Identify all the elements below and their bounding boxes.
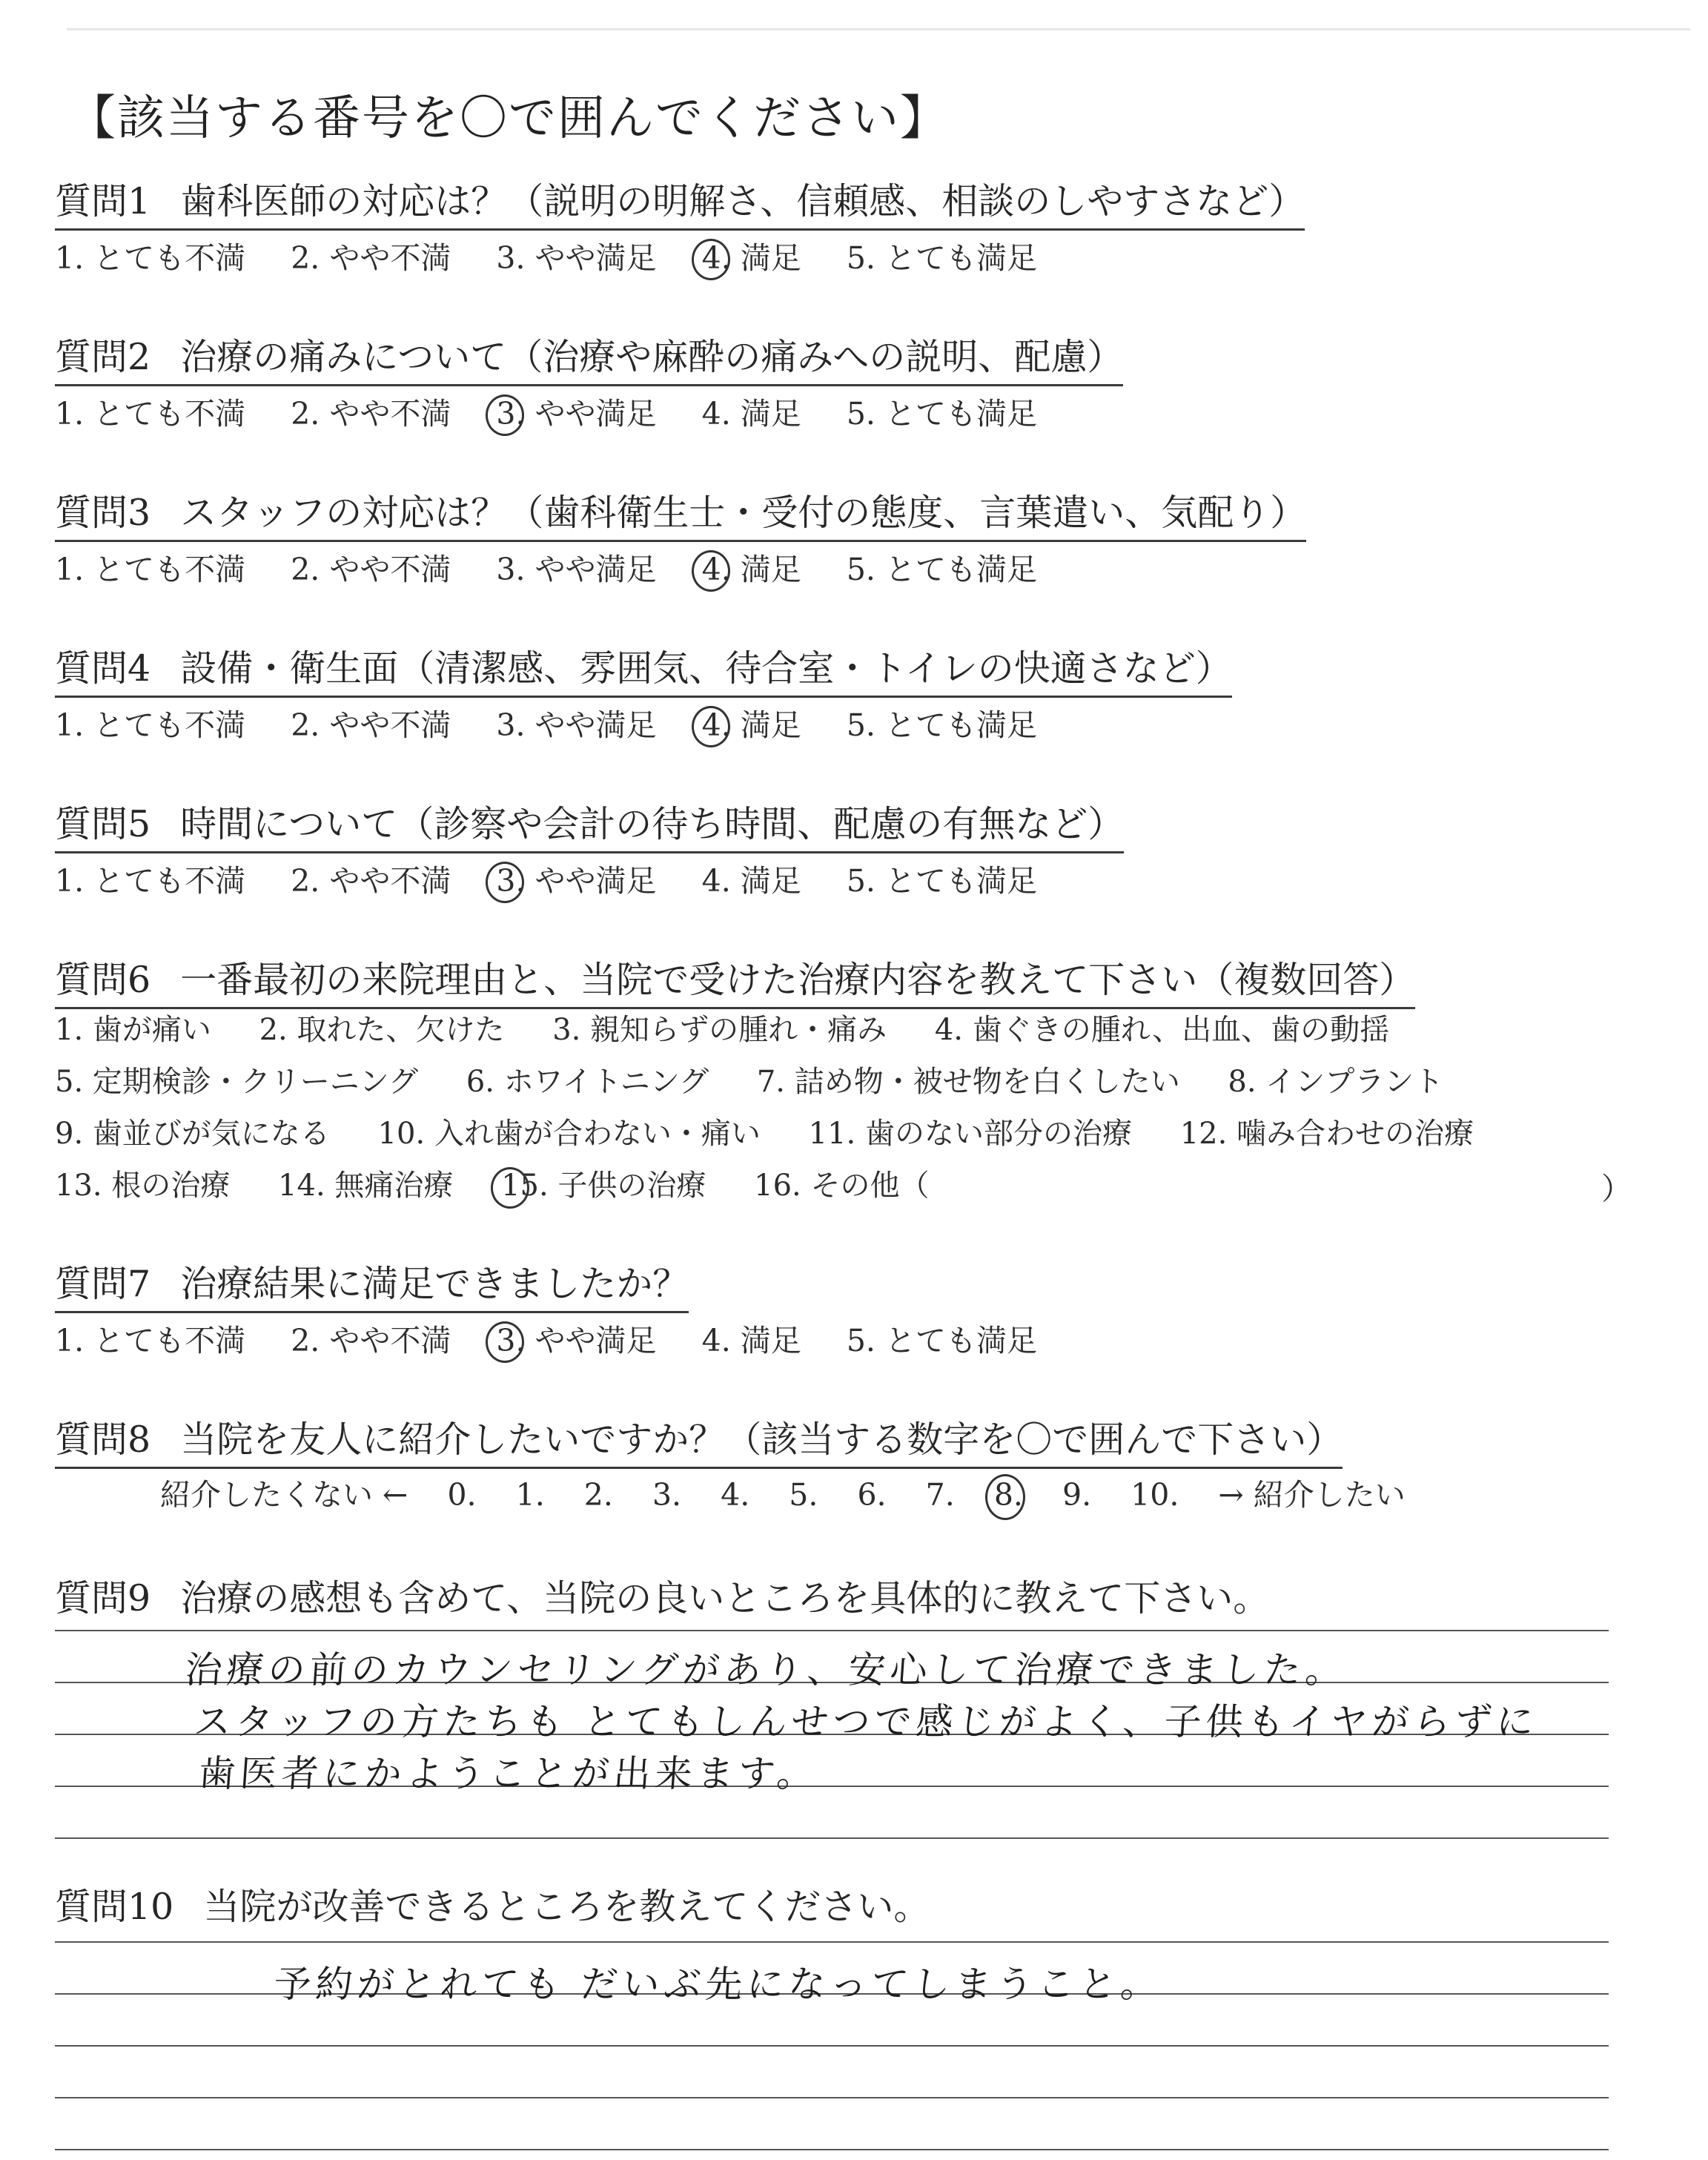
scale-4[interactable]: 4. [721,1477,750,1513]
scale-0[interactable]: 0. [447,1477,477,1513]
option-3-circled[interactable]: 3. やや満足 [496,860,656,902]
option-4[interactable]: 4. 満足 [701,1323,801,1358]
answer-line [55,1837,1609,1839]
option-5[interactable]: 5. とても満足 [846,552,1037,587]
reason-option[interactable]: 13. 根の治療 [55,1169,231,1203]
handwritten-answer-line: スタッフの方たちも とてもしんせつで感じがよく、子供もイヤがらずに [192,1700,1540,1743]
reason-option[interactable]: 7. 詰め物・被せ物を白くしたい [756,1065,1180,1099]
question-3-heading [55,489,1306,542]
reason-option[interactable]: 2. 取れた、欠けた [259,1013,505,1047]
option-1[interactable]: 1. とても不満 [55,552,246,587]
question-9-heading [55,1575,1269,1625]
question-number: 質問5 [55,803,151,845]
question-number: 質問10 [55,1886,174,1928]
question-10-heading [55,1883,930,1934]
answer-line [55,2045,1609,2047]
option-2[interactable]: 2. やや不満 [291,240,451,276]
question-5-options [55,860,1073,902]
option-1[interactable]: 1. とても不満 [55,240,246,276]
option-1[interactable]: 1. とても不満 [55,396,246,432]
question-7-options [55,1320,1073,1361]
question-6-heading [55,957,1415,1009]
option-2[interactable]: 2. やや不満 [291,396,451,432]
other-closing-paren: ） [1601,1171,1632,1206]
reason-option[interactable]: 11. 歯のない部分の治療 [808,1117,1132,1151]
reason-option[interactable]: 14. 無痛治療 [278,1169,454,1203]
reason-option[interactable]: 9. 歯並びが気になる [55,1117,330,1151]
reason-option[interactable]: 3. 親知らずの腫れ・痛み [552,1013,887,1047]
option-1[interactable]: 1. とても不満 [55,707,246,743]
reason-option-other[interactable]: 16. その他（ [754,1169,930,1203]
question-8-scale [160,1474,1435,1516]
scale-5[interactable]: 5. [789,1477,818,1513]
answer-line [55,1941,1609,1943]
question-number: 質問1 [55,180,151,222]
question-text: 設備・衛生面（清潔感、雰囲気、待合室・トイレの快適さなど） [180,647,1232,690]
reason-option[interactable]: 10. 入れ歯が合わない・痛い [377,1117,761,1151]
handwritten-answer-line: 治療の前のカウンセリングがあり、安心して治療できました。 [183,1648,1348,1691]
scale-8-circled[interactable]: 8. [994,1474,1023,1516]
question-text: 当院を友人に紹介したいですか？（該当する数字を〇で囲んで下さい） [180,1418,1343,1461]
question-6-row-2 [55,1062,1482,1102]
question-number: 質問4 [55,647,151,690]
top-edge-line [67,28,1690,30]
handwritten-answer-line: 歯医者にかようことが出来ます。 [196,1752,820,1795]
scale-1[interactable]: 1. [515,1477,545,1513]
page-title: 【該当する番号を〇で囲んでください】 [68,91,949,146]
answer-line [55,2097,1609,2098]
option-5[interactable]: 5. とても満足 [846,707,1037,743]
question-8-heading [55,1416,1343,1469]
option-4-circled[interactable]: 4. 満足 [702,704,801,746]
option-2[interactable]: 2. やや不満 [291,707,451,743]
scale-left-label: 紹介したくない ← [160,1477,408,1513]
option-1[interactable]: 1. とても不満 [55,1323,246,1358]
question-text: 治療の感想も含めて、当院の良いところを具体的に教えて下さい。 [180,1577,1270,1619]
option-2[interactable]: 2. やや不満 [291,1323,451,1358]
question-text: 治療結果に満足できましたか？ [180,1263,689,1305]
option-5[interactable]: 5. とても満足 [846,240,1037,276]
scale-7[interactable]: 7. [925,1477,955,1513]
question-text: 一番最初の来院理由と、当院で受けた治療内容を教えて下さい（複数回答） [180,959,1416,1001]
question-1-heading [55,178,1305,231]
question-2-options [55,393,1073,435]
question-text: 時間について（診察や会計の待ち時間、配慮の有無など） [180,803,1125,845]
option-4-circled[interactable]: 4. 満足 [702,549,801,590]
reason-option-15-circled[interactable]: 15. 子供の治療 [501,1166,706,1206]
reason-option[interactable]: 1. 歯が痛い [55,1013,211,1047]
question-text: 当院が改善できるところを教えてください。 [203,1886,930,1928]
question-number: 質問7 [55,1263,151,1305]
scale-9[interactable]: 9. [1062,1477,1092,1513]
scale-2[interactable]: 2. [583,1477,613,1513]
question-number: 質問2 [55,336,151,378]
question-number: 質問9 [55,1577,151,1619]
option-3[interactable]: 3. やや満足 [496,240,657,276]
question-number: 質問6 [55,959,151,1001]
scale-right-label: → 紹介したい [1218,1477,1406,1513]
question-1-options [55,237,1073,279]
option-2[interactable]: 2. やや不満 [291,552,451,587]
reason-option[interactable]: 5. 定期検診・クリーニング [55,1065,419,1099]
option-5[interactable]: 5. とても満足 [846,1323,1037,1358]
question-text: スタッフの対応は？（歯科衛生士・受付の態度、言葉遣い、気配り） [180,492,1307,534]
question-number: 質問8 [55,1418,151,1461]
question-4-options [55,704,1073,746]
question-text: 治療の痛みについて（治療や麻酔の痛みへの説明、配慮） [180,336,1124,378]
question-text: 歯科医師の対応は？（説明の明解さ、信頼感、相談のしやすさなど） [180,180,1305,222]
question-6-row-3 [55,1114,1512,1154]
option-3-circled[interactable]: 3. やや満足 [496,1320,656,1361]
question-3-options [55,549,1073,590]
option-3-circled[interactable]: 3. やや満足 [496,393,656,435]
question-6-row-4 [55,1166,967,1206]
scale-6[interactable]: 6. [857,1477,887,1513]
answer-line [55,1630,1609,1631]
reason-option[interactable]: 4. 歯ぐきの腫れ、出血、歯の動揺 [934,1013,1390,1047]
question-5-heading [55,801,1124,853]
question-4-heading [55,645,1232,698]
option-4[interactable]: 4. 満足 [701,396,801,432]
option-5[interactable]: 5. とても満足 [846,863,1037,899]
question-2-heading [55,334,1123,386]
handwritten-answer-line: 予約がとれても だいぶ先になってしまうこと。 [272,1963,1164,2006]
question-6-row-1 [55,1010,1428,1050]
answer-line [55,2149,1609,2150]
reason-option[interactable]: 6. ホワイトニング [466,1065,709,1099]
scale-10[interactable]: 10. [1131,1477,1179,1513]
reason-option[interactable]: 12. 噛み合わせの治療 [1179,1117,1474,1151]
option-3[interactable]: 3. やや満足 [496,552,657,587]
question-number: 質問3 [55,492,151,534]
reason-option[interactable]: 8. インプラント [1228,1065,1444,1099]
option-2[interactable]: 2. やや不満 [291,863,451,899]
question-7-heading [55,1261,689,1313]
option-1[interactable]: 1. とても不満 [55,863,246,899]
option-4-circled[interactable]: 4. 満足 [702,237,801,279]
option-5[interactable]: 5. とても満足 [846,396,1037,432]
scale-3[interactable]: 3. [652,1477,682,1513]
option-3[interactable]: 3. やや満足 [496,707,657,743]
option-4[interactable]: 4. 満足 [701,863,801,899]
